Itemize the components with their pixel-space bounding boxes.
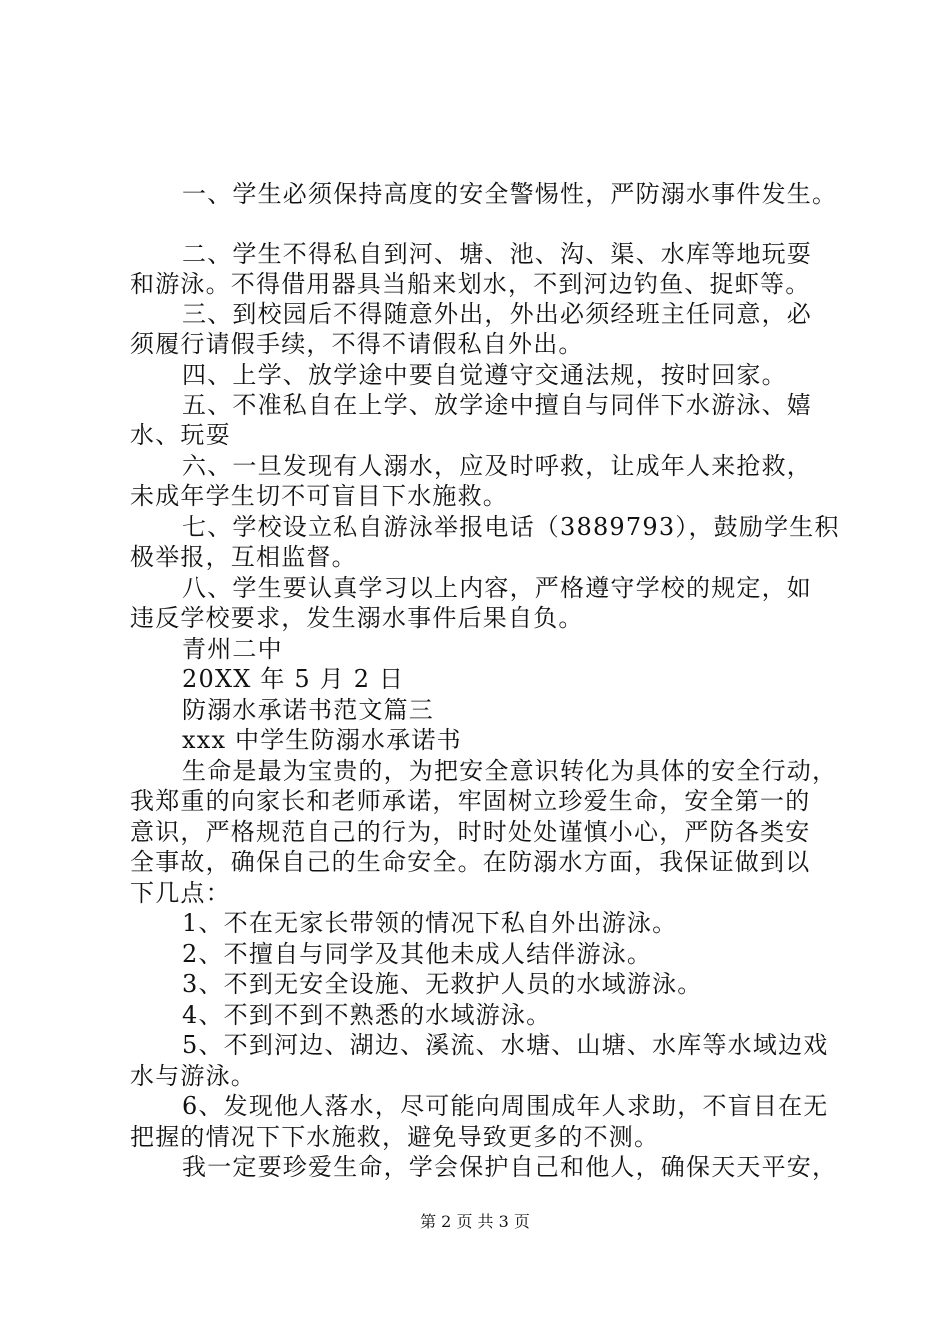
paragraph-line: 五、不准私自在上学、放学途中擅自与同伴下水游泳、嬉 (182, 391, 812, 419)
signature-date: 20XX 年 5 月 2 日 (182, 665, 405, 693)
paragraph-line: 5、不到河边、湖边、溪流、水塘、山塘、水库等水域边戏 (182, 1031, 829, 1059)
paragraph-line: 须履行请假手续，不得不请假私自外出。 (130, 330, 584, 358)
paragraph-line: 一、学生必须保持高度的安全警惕性，严防溺水事件发生。 (182, 180, 838, 208)
paragraph-line: 六、一旦发现有人溺水，应及时呼救，让成年人来抢救， (182, 452, 812, 480)
paragraph-line: 和游泳。不得借用器具当船来划水，不到河边钓鱼、捉虾等。 (130, 270, 811, 298)
signature-school: 青州二中 (182, 635, 283, 663)
paragraph-line: 全事故，确保自己的生命安全。在防溺水方面，我保证做到以 (130, 848, 811, 876)
paragraph-line: 二、学生不得私自到河、塘、池、沟、渠、水库等地玩耍 (182, 240, 812, 268)
paragraph-line: 3、不到无安全设施、无救护人员的水域游泳。 (182, 970, 703, 998)
paragraph-line: 我郑重的向家长和老师承诺，牢固树立珍爱生命，安全第一的 (130, 787, 811, 815)
paragraph-line: 我一定要珍爱生命，学会保护自己和他人，确保天天平安， (182, 1153, 838, 1181)
paragraph-line: 4、不到不到不熟悉的水域游泳。 (182, 1001, 552, 1029)
paragraph-line: 七、学校设立私自游泳举报电话（3889793），鼓励学生积 (182, 513, 840, 541)
paragraph-line: 四、上学、放学途中要自觉遵守交通法规，按时回家。 (182, 361, 787, 389)
paragraph-line: 把握的情况下下水施救，避免导致更多的不测。 (130, 1123, 660, 1151)
paragraph-line: 下几点： (130, 879, 231, 907)
paragraph-line: 违反学校要求，发生溺水事件后果自负。 (130, 604, 584, 632)
section-heading: 防溺水承诺书范文篇三 (182, 696, 434, 724)
paragraph-line: 生命是最为宝贵的，为把安全意识转化为具体的安全行动， (182, 757, 838, 785)
paragraph-line: 6、发现他人落水，尽可能向周围成年人求助，不盲目在无 (182, 1092, 829, 1120)
document-title: xxx 中学生防溺水承诺书 (182, 726, 462, 754)
paragraph-line: 1、不在无家长带领的情况下私自外出游泳。 (182, 909, 678, 937)
paragraph-line: 意识，严格规范自己的行为，时时处处谨慎小心，严防各类安 (130, 818, 811, 846)
paragraph-line: 未成年学生切不可盲目下水施救。 (130, 482, 508, 510)
paragraph-line: 八、学生要认真学习以上内容，严格遵守学校的规定，如 (182, 574, 812, 602)
paragraph-line: 水、玩耍 (130, 421, 231, 449)
paragraph-line: 水与游泳。 (130, 1062, 256, 1090)
page-number: 第 2 页 共 3 页 (420, 1212, 530, 1231)
paragraph-line: 2、不擅自与同学及其他未成人结伴游泳。 (182, 940, 653, 968)
paragraph-line: 极举报，互相监督。 (130, 543, 357, 571)
paragraph-line: 三、到校园后不得随意外出，外出必须经班主任同意，必 (182, 300, 812, 328)
